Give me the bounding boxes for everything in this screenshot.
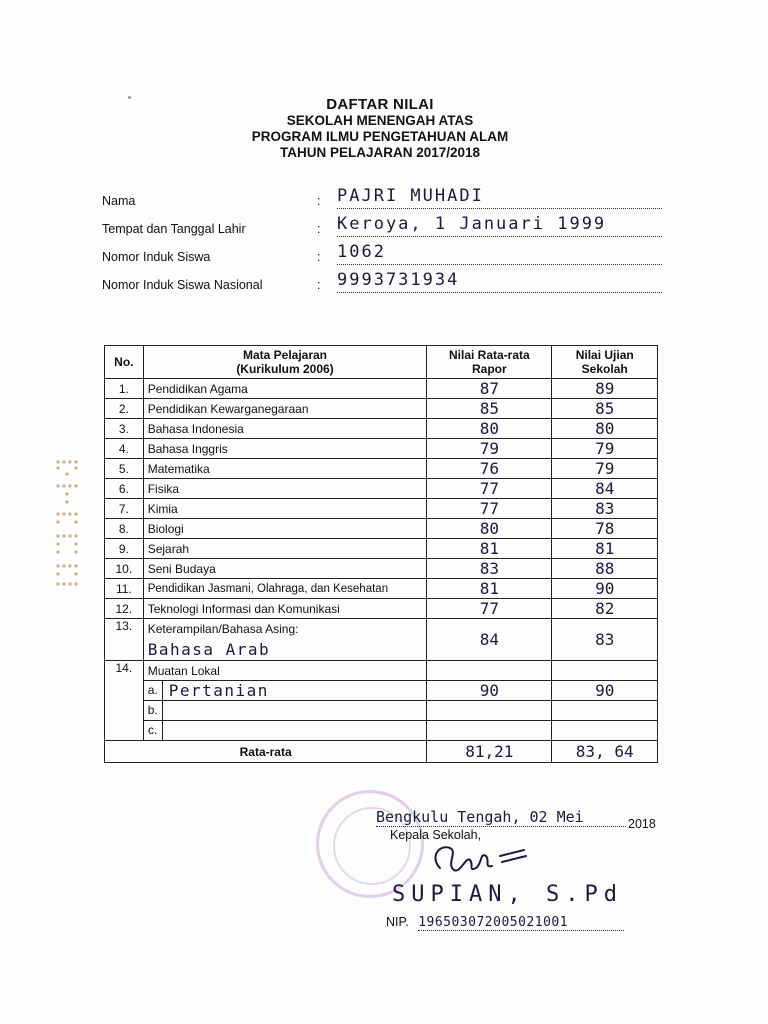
row-subject: Pendidikan Kewarganegaraan <box>143 399 427 419</box>
table-row <box>105 379 658 399</box>
nip-value: 196503072005021001 <box>418 915 624 931</box>
row-ujian: 83 <box>552 619 658 661</box>
row-no: 5. <box>105 459 144 479</box>
row-subject: Seni Budaya <box>143 559 427 579</box>
row-rapor: 90 <box>427 681 552 701</box>
row-ujian <box>552 701 658 721</box>
table-row <box>105 579 658 599</box>
row-rapor: 80 <box>427 519 552 539</box>
row-rapor: 77 <box>427 599 552 619</box>
row-subject: Keterampilan/Bahasa Asing: <box>143 619 427 639</box>
header-ujian-text: Nilai Ujian Sekolah <box>575 348 634 376</box>
row-rapor: 80 <box>427 419 552 439</box>
header-ujian <box>552 346 658 379</box>
identity-label: Nomor Induk Siswa Nasional <box>102 278 263 292</box>
header-rapor <box>427 346 552 379</box>
grades-table <box>104 345 658 763</box>
row-ujian: 81 <box>552 539 658 559</box>
row-rapor: 77 <box>427 479 552 499</box>
row-rapor: 85 <box>427 399 552 419</box>
row-subject: Sejarah <box>143 539 427 559</box>
side-perforation-stamp <box>50 456 84 596</box>
row-ujian: 84 <box>552 479 658 499</box>
nip-line <box>386 915 624 931</box>
table-row <box>105 399 658 419</box>
table-row <box>105 559 658 579</box>
row-subject: Pendidikan Jasmani, Olahraga, dan Kesehatan <box>143 579 427 599</box>
identity-colon: : <box>317 278 321 292</box>
document-header <box>180 96 580 161</box>
row-no: 9. <box>105 539 144 559</box>
row-ujian <box>552 721 658 741</box>
school-level: SEKOLAH MENENGAH ATAS <box>286 113 474 128</box>
table-header-row <box>105 346 658 379</box>
header-no: No. <box>105 346 144 379</box>
program-name: PROGRAM ILMU PENGETAHUAN ALAM <box>251 129 509 144</box>
row-ujian: 89 <box>552 379 658 399</box>
row-ujian: 90 <box>552 681 658 701</box>
row-subject: Biologi <box>143 519 427 539</box>
row-subject: Pendidikan Agama <box>143 379 427 399</box>
table-row-local <box>105 661 658 681</box>
row-subject: Fisika <box>143 479 427 499</box>
signer-name: SUPIAN, S.Pd <box>392 882 623 907</box>
row-rapor-empty <box>427 661 552 681</box>
place-date-year: 2018 <box>628 817 656 831</box>
identity-colon: : <box>317 222 321 236</box>
identity-value-nis: 1062 <box>337 242 662 265</box>
principal-title: Kepala Sekolah, <box>390 828 482 842</box>
table-row-local-item <box>105 681 658 701</box>
identity-value-name: PAJRI MUHADI <box>337 186 662 209</box>
nip-label: NIP. <box>386 915 409 929</box>
header-rapor-text: Nilai Rata-rata Rapor <box>448 348 530 376</box>
identity-colon: : <box>317 194 321 208</box>
local-item-prefix: c. <box>144 721 163 740</box>
row-ujian: 82 <box>552 599 658 619</box>
table-row-local-item <box>105 721 658 741</box>
row-no: 8. <box>105 519 144 539</box>
row-rapor <box>427 701 552 721</box>
local-item-cell <box>143 721 427 741</box>
table-row <box>105 539 658 559</box>
table-row <box>105 519 658 539</box>
row-rapor: 83 <box>427 559 552 579</box>
academic-year: TAHUN PELAJARAN 2017/2018 <box>279 145 481 160</box>
table-row-average <box>105 741 658 763</box>
row-ujian: 79 <box>552 439 658 459</box>
place-date-text: Bengkulu Tengah, 02 Mei <box>376 808 626 827</box>
row-no: 12. <box>105 599 144 619</box>
student-identity <box>102 186 672 298</box>
table-row <box>105 499 658 519</box>
place-date <box>376 808 626 827</box>
row-no: 13. <box>105 619 144 661</box>
table-row-local-item <box>105 701 658 721</box>
local-item-prefix: a. <box>144 681 163 700</box>
row-rapor: 84 <box>427 619 552 661</box>
average-label: Rata-rata <box>105 741 427 763</box>
row-no: 6. <box>105 479 144 499</box>
identity-label: Nomor Induk Siswa <box>102 250 211 264</box>
row-subject: Bahasa Inggris <box>143 439 427 459</box>
identity-colon: : <box>317 250 321 264</box>
table-row <box>105 599 658 619</box>
row-no: 3. <box>105 419 144 439</box>
row-rapor: 81 <box>427 579 552 599</box>
row-ujian: 88 <box>552 559 658 579</box>
row-ujian: 80 <box>552 419 658 439</box>
row-no: 11. <box>105 579 144 599</box>
table-row <box>105 479 658 499</box>
row-no: 4. <box>105 439 144 459</box>
identity-row-nisn <box>102 270 672 298</box>
average-rapor: 81,21 <box>427 741 552 763</box>
row-subject: Matematika <box>143 459 427 479</box>
row-no: 2. <box>105 399 144 419</box>
row-subject: Bahasa Indonesia <box>143 419 427 439</box>
row-ujian: 85 <box>552 399 658 419</box>
row-rapor: 81 <box>427 539 552 559</box>
local-item-cell <box>143 681 427 701</box>
row-no: 10. <box>105 559 144 579</box>
row-no: 1. <box>105 379 144 399</box>
identity-row-nis <box>102 242 672 270</box>
row-ujian: 78 <box>552 519 658 539</box>
table-row <box>105 419 658 439</box>
row-subject: Teknologi Informasi dan Komunikasi <box>143 599 427 619</box>
row-no: 7. <box>105 499 144 519</box>
header-subject-text: Mata Pelajaran (Kurikulum 2006) <box>236 348 334 376</box>
local-item-value: Pertanian <box>168 681 269 700</box>
table-row <box>105 459 658 479</box>
identity-value-birth: Keroya, 1 Januari 1999 <box>337 214 662 237</box>
row-rapor: 87 <box>427 379 552 399</box>
header-subject <box>143 346 427 379</box>
row-no: 14. <box>105 661 144 741</box>
local-item-cell <box>143 701 427 721</box>
identity-row-name <box>102 186 672 214</box>
identity-label: Nama <box>102 194 136 208</box>
row-rapor: 79 <box>427 439 552 459</box>
row-ujian-empty <box>552 661 658 681</box>
identity-label: Tempat dan Tanggal Lahir <box>102 222 246 236</box>
row-rapor: 77 <box>427 499 552 519</box>
row-rapor <box>427 721 552 741</box>
row-ujian: 79 <box>552 459 658 479</box>
document-title: DAFTAR NILAI <box>326 96 434 113</box>
average-ujian: 83, 64 <box>552 741 658 763</box>
table-row-skills <box>105 619 658 639</box>
skills-value: Bahasa Arab <box>143 638 427 661</box>
table-row <box>105 439 658 459</box>
row-rapor: 76 <box>427 459 552 479</box>
row-subject: Kimia <box>143 499 427 519</box>
row-subject: Muatan Lokal <box>143 661 427 681</box>
row-ujian: 83 <box>552 499 658 519</box>
local-item-prefix: b. <box>144 701 163 720</box>
identity-value-nisn: 9993731934 <box>337 270 662 293</box>
identity-row-birth <box>102 214 672 242</box>
signature-scribble <box>420 838 530 880</box>
row-ujian: 90 <box>552 579 658 599</box>
scan-speck <box>128 96 131 99</box>
